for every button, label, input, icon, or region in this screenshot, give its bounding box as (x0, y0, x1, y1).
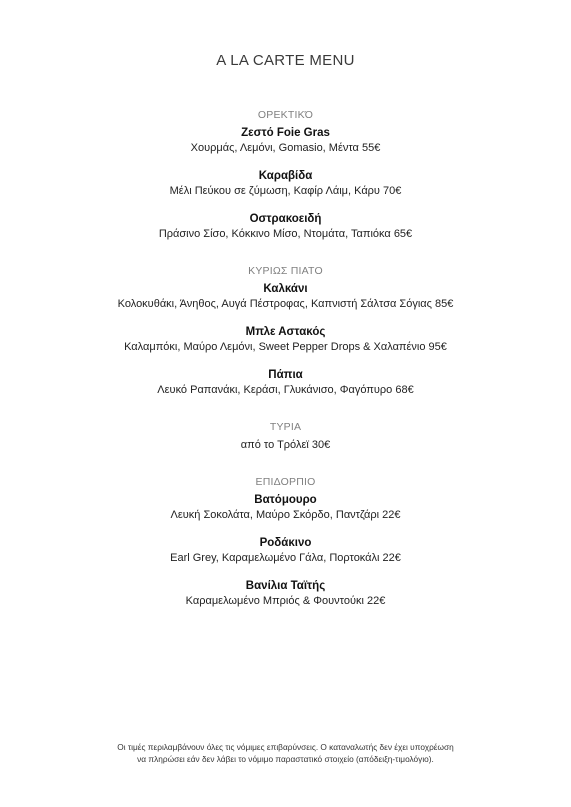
menu-title: A LA CARTE MENU (216, 52, 355, 69)
menu-section (0, 108, 571, 242)
dish-description: Καλαμπόκι, Μαύρο Λεμόνι, Sweet Pepper Drops & Χαλαπένιο 95€ (124, 341, 447, 353)
footer-line-1: Οι τιμές περιλαμβάνουν όλες τις νόμιμες επιβαρύνσεις. Ο καταναλωτής δεν έχει υποχρέωση (117, 742, 454, 752)
dish-description: Earl Grey, Καραμελωμένο Γάλα, Πορτοκάλι 22€ (170, 552, 401, 564)
dish-description: Πράσινο Σίσο, Κόκκινο Μίσο, Ντομάτα, Ταπιόκα 65€ (158, 228, 413, 240)
dish-description: Χουρμάς, Λεμόνι, Gomasio, Μέντα 55€ (190, 142, 381, 154)
dish-name: Καραβίδα (258, 170, 313, 182)
section-heading: ΤΥΡΙΑ (269, 421, 302, 433)
dish-name: Καλκάνι (263, 283, 308, 295)
dish-name: Οστρακοειδή (249, 213, 322, 225)
menu-section (0, 475, 571, 609)
dish-item (0, 493, 571, 523)
dish-description: Κολοκυθάκι, Άνηθος, Αυγά Πέστροφας, Καπνιστή Σάλτσα Σόγιας 85€ (117, 298, 454, 310)
dish-item (0, 368, 571, 398)
dish-description: από το Τρόλεϊ 30€ (240, 439, 331, 451)
section-heading: ΕΠΙΔΟΡΠΙΟ (255, 476, 316, 488)
dish-name: Μπλε Αστακός (245, 326, 326, 338)
dish-item (0, 536, 571, 566)
dish-description: Λευκό Ραπανάκι, Κεράσι, Γλυκάνισο, Φαγόπυρο 68€ (157, 384, 414, 396)
menu-section (0, 264, 571, 398)
dish-name: Ζεστό Foie Gras (241, 127, 330, 139)
dish-item (0, 212, 571, 242)
dish-name: Βανίλια Ταϊτής (245, 580, 326, 592)
menu-body (0, 108, 571, 631)
dish-name: Πάπια (268, 369, 303, 381)
dish-name: Βατόμουρο (254, 494, 317, 506)
legal-footer (0, 741, 571, 765)
dish-description: Λευκή Σοκολάτα, Μαύρο Σκόρδο, Παντζάρι 22€ (170, 509, 401, 521)
dish-description: Καραμελωμένο Μπριός & Φουντούκι 22€ (185, 595, 386, 607)
dish-item (0, 579, 571, 609)
dish-item (0, 169, 571, 199)
section-heading: ΚΥΡΙΩΣ ΠΙΑΤΟ (248, 265, 323, 277)
dish-item (0, 438, 571, 453)
section-heading: ΟΡΕΚΤΙΚΌ (257, 109, 314, 121)
dish-item (0, 126, 571, 156)
menu-section (0, 420, 571, 453)
dish-item (0, 282, 571, 312)
dish-description: Μέλι Πεύκου σε ζύμωση, Καφίρ Λάιμ, Κάρυ 70€ (169, 185, 402, 197)
dish-item (0, 325, 571, 355)
dish-name: Ροδάκινο (259, 537, 312, 549)
footer-line-2: να πληρώσει εάν δεν λάβει το νόμιμο παραστατικό στοιχείο (απόδειξη-τιμολόγιο). (137, 754, 434, 764)
